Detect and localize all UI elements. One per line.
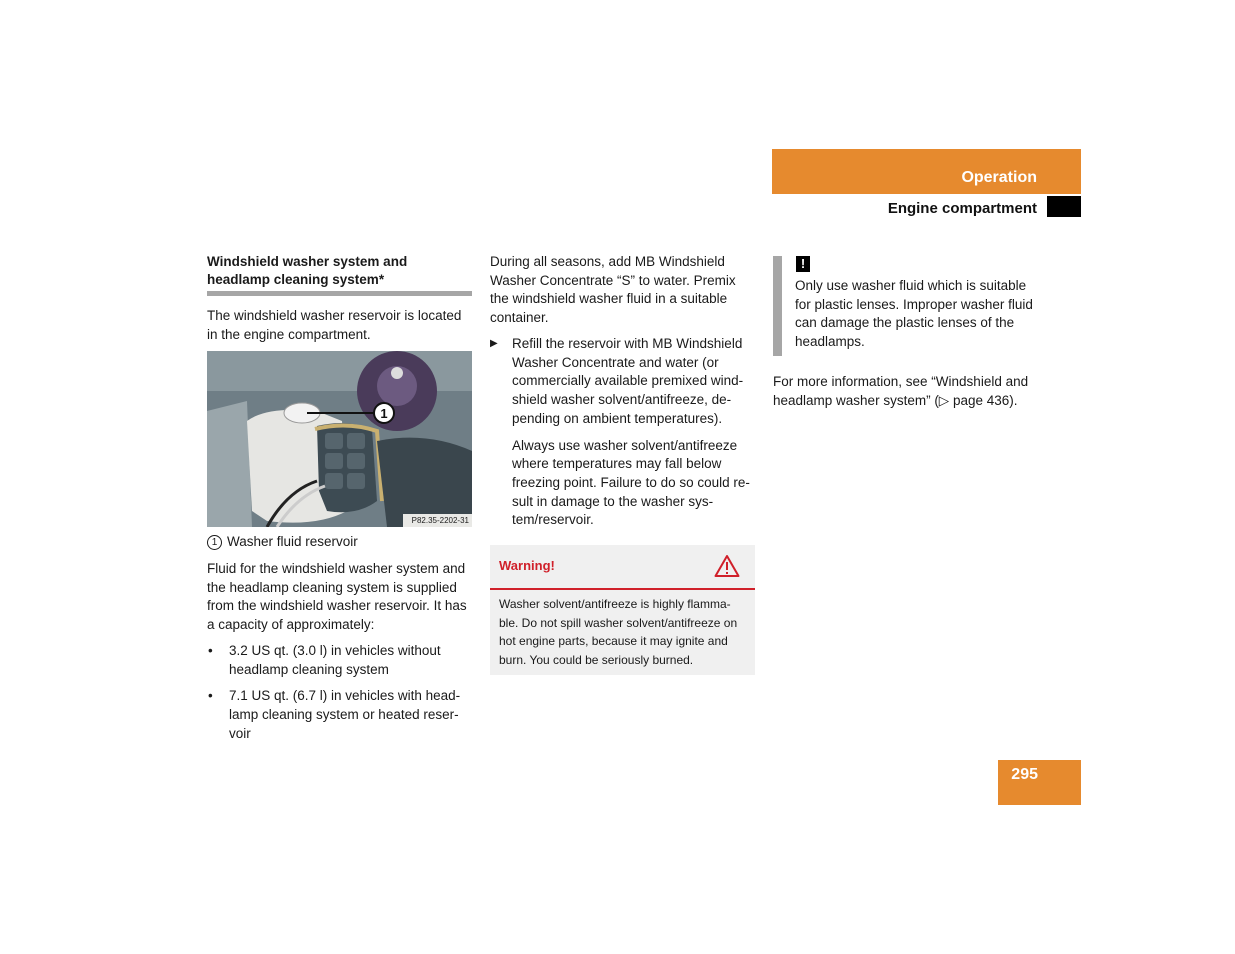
step-note: Always use washer solvent/antifreeze where temperatures may fall below freezing point. Failure to do so could re-sult in damage to the washer sys-tem/reservoir. <box>512 437 750 528</box>
caption-text: Washer fluid reservoir <box>227 534 358 549</box>
figure-caption <box>207 533 472 552</box>
subsection-title: Engine compartment <box>887 200 1037 217</box>
figure-code: P82.35-2202-31 <box>411 516 469 525</box>
capacity-list <box>207 642 472 752</box>
warning-triangle-icon <box>714 554 740 578</box>
instruction-step <box>490 335 755 530</box>
seasons-paragraph: During all seasons, add MB Windshield Washer Concentrate “S” to water. Premix the windshield washer fluid in a suitable container. <box>490 254 736 326</box>
exclamation-icon: ! <box>796 256 810 272</box>
warning-label: Warning! <box>499 558 555 573</box>
note-text: Only use washer fluid which is suitable for plastic lenses. Improper washer fluid can damage the plastic lenses of the headlamps. <box>795 278 1033 350</box>
section-heading: Windshield washer system and headlamp cleaning system* <box>207 254 408 287</box>
engine-illustration <box>207 351 472 527</box>
step-arrow-icon: ▶ <box>490 338 498 349</box>
page-number: 295 <box>1011 766 1038 783</box>
capacity-paragraph: Fluid for the windshield washer system and the headlamp cleaning system is supplied from the windshield washer reservoir. It has a capacity of approximately: <box>207 561 467 633</box>
step-text: Refill the reservoir with MB Windshield Washer Concentrate and water (or commercially available premixed wind-shield washer solvent/antifreeze, de-pending on ambient temperatures). <box>512 336 744 426</box>
list-item: • 7.1 US qt. (6.7 l) in vehicles with head-lamp cleaning system or heated reser-voir <box>207 687 472 743</box>
warning-box <box>490 545 755 675</box>
warning-header <box>490 545 755 590</box>
warning-text: Washer solvent/antifreeze is highly flamma-ble. Do not spill washer solvent/antifreeze on hot engine parts, because it may ignite and burn. You could be seriously burned. <box>499 597 738 668</box>
section-title: Operation <box>961 169 1037 186</box>
more-info-paragraph: For more information, see “Windshield and headlamp washer system” (▷ page 436). <box>773 374 1029 408</box>
note-bar <box>773 256 782 356</box>
engine-compartment-figure <box>207 351 472 527</box>
intro-paragraph: The windshield washer reservoir is located in the engine compartment. <box>207 308 462 342</box>
subsection-marker <box>1047 196 1081 217</box>
caption-number: 1 <box>207 535 222 550</box>
list-item: • 3.2 US qt. (3.0 l) in vehicles without headlamp cleaning system <box>207 642 472 679</box>
heading-rule <box>207 291 472 296</box>
figure-callout: 1 <box>380 406 388 421</box>
